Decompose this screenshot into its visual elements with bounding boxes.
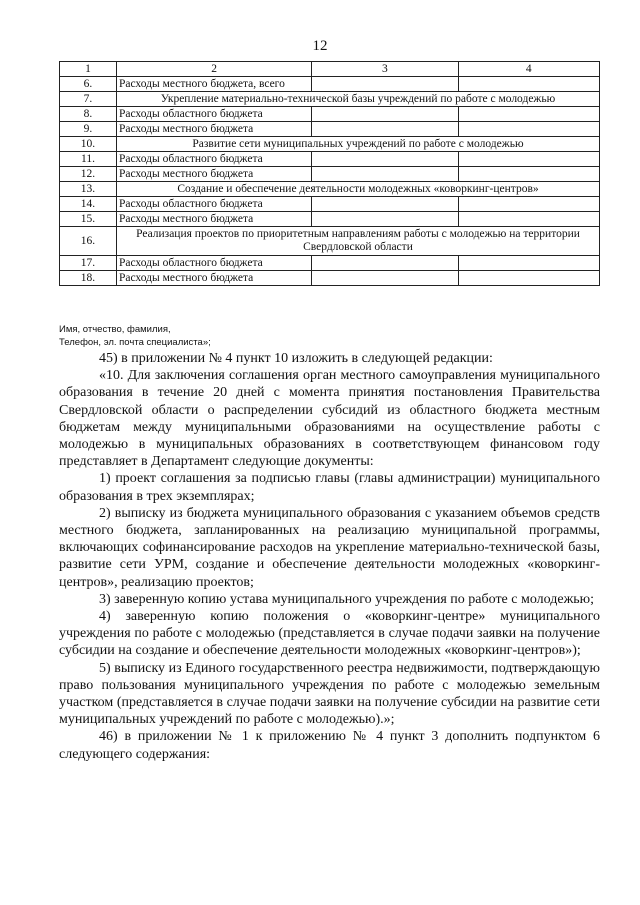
table-cell [458,197,599,212]
row-number: 7. [60,92,117,107]
list-item-3: 3) заверенную копию устава муниципального учреждения по работе с молодежью; [99,591,594,607]
table-cell [312,256,458,271]
table-cell [458,107,599,122]
table-row [60,197,600,212]
row-number: 14. [60,197,117,212]
row-number: 8. [60,107,117,122]
table-cell [312,152,458,167]
list-item-2: 2) выписку из бюджета муниципального образования с указанием объемов средств местного бюджета, запланированных на реализацию муниципальной программы, включающих софинансирование расходов на укрепление материально-технической базы, развитие сети УРМ, создание и обеспечение деятельности молодежных «коворкинг-центров», реализацию проектов; [59,505,600,590]
table-cell [312,167,458,182]
row-label: Расходы областного бюджета [116,107,311,122]
table-header-cell: 4 [458,62,599,77]
table-cell [458,77,599,92]
table-row [60,77,600,92]
specialist-name-note: Имя, отчество, фамилия, [59,324,171,335]
row-label: Расходы областного бюджета [116,152,311,167]
table-cell [458,271,599,286]
row-label: Расходы местного бюджета [116,212,311,227]
table-header-row [60,62,600,77]
table-cell [312,212,458,227]
list-item-4: 4) заверенную копию положения о «коворкинг-центре» муниципального учреждения по работе с молодежью (представляется в случае подачи заявки на получение субсидии на создание и обеспечение деятельности молодежных «коворкинг-центров»); [59,609,600,659]
table-row [60,167,600,182]
table-cell [458,152,599,167]
table-cell [312,77,458,92]
table-row [60,122,600,137]
row-label: Расходы местного бюджета [116,271,311,286]
table-row [60,271,600,286]
row-number: 9. [60,122,117,137]
table-cell [458,256,599,271]
table-row [60,256,600,271]
section-label: Создание и обеспечение деятельности молодежных «коворкинг-центров» [116,182,599,197]
table-cell [458,167,599,182]
row-number: 10. [60,137,117,152]
section-label: Реализация проектов по приоритетным направлениям работы с молодежью на территории Свердловской области [116,227,599,256]
paragraph-45: 45) в приложении № 4 пункт 10 изложить в следующей редакции: [99,351,493,366]
table-cell [312,107,458,122]
table-section-row [60,137,600,152]
table-header-cell: 1 [60,62,117,77]
table-header-cell: 3 [312,62,458,77]
paragraph-10: «10. Для заключения соглашения орган местного самоуправления муниципального образования в течение 20 дней с момента принятия постановления Правительства Свердловской области о распределении субсидий из областного бюджета местным бюджетам между муниципальными образованиями на осуществление работы с молодежью в муниципальных образованиях в соответствующем финансовом году представляет в Департамент следующие документы: [59,368,600,470]
table-row [60,152,600,167]
row-number: 16. [60,227,117,256]
table-cell [312,197,458,212]
table-section-row [60,92,600,107]
row-number: 6. [60,77,117,92]
row-number: 11. [60,152,117,167]
row-number: 17. [60,256,117,271]
table-row [60,107,600,122]
table-cell [312,122,458,137]
row-label: Расходы местного бюджета [116,122,311,137]
table-section-row [60,227,600,256]
list-item-1: 1) проект соглашения за подписью главы (главы администрации) муниципального образования в трех экземплярах; [59,471,600,504]
table-row [60,212,600,227]
row-number: 15. [60,212,117,227]
row-number: 13. [60,182,117,197]
row-label: Расходы местного бюджета, всего [116,77,311,92]
row-label: Расходы местного бюджета [116,167,311,182]
table-cell [458,122,599,137]
list-item-5: 5) выписку из Единого государственного реестра недвижимости, подтверждающую право пользования муниципального учреждения по работе с молодежью земельным участком (представляется в случае подачи заявки на получение субсидии на развитие сети муниципальных учреждений по работе с молодежью).»; [59,660,600,728]
table-cell [312,271,458,286]
page-number: 12 [312,38,328,54]
row-number: 18. [60,271,117,286]
table-header-cell: 2 [116,62,311,77]
specialist-contact-note: Телефон, эл. почта специалиста»; [59,337,211,348]
table-section-row [60,182,600,197]
section-label: Развитие сети муниципальных учреждений по работе с молодежью [116,137,599,152]
table-cell [458,212,599,227]
row-label: Расходы областного бюджета [116,256,311,271]
paragraph-46: 46) в приложении № 1 к приложению № 4 пункт 3 дополнить подпунктом 6 следующего содержания: [59,729,600,762]
row-number: 12. [60,167,117,182]
budget-table [59,61,600,286]
document-body [59,350,600,763]
row-label: Расходы областного бюджета [116,197,311,212]
section-label: Укрепление материально-технической базы учреждений по работе с молодежью [116,92,599,107]
